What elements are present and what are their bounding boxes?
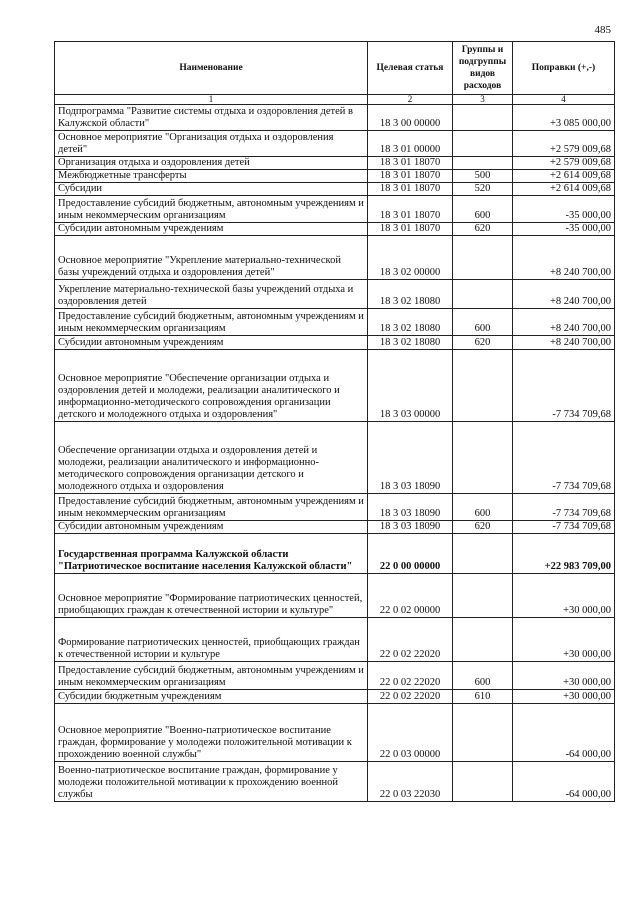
table-row: [55, 762, 615, 802]
row-expense-group: 600: [453, 309, 513, 336]
row-target-code: 22 0 02 00000: [368, 574, 453, 618]
row-amendment-amount: -64 000,00: [513, 704, 615, 762]
row-name: Военно-патриотическое воспитание граждан, формирование у молодежи положительной мотивации к прохождению военной службы: [55, 762, 368, 802]
row-amendment-amount: -7 734 709,68: [513, 350, 615, 422]
row-target-code: 18 3 01 00000: [368, 131, 453, 157]
header-expense-groups: Группы и подгруппы видов расходов: [453, 42, 513, 95]
row-target-code: 18 3 02 18080: [368, 309, 453, 336]
table-row: [55, 131, 615, 157]
row-name: Подпрограмма "Развитие системы отдыха и оздоровления детей в Калужской области": [55, 105, 368, 131]
row-expense-group: 620: [453, 521, 513, 534]
row-expense-group: 500: [453, 170, 513, 183]
column-index: 1: [55, 95, 368, 105]
row-target-code: 22 0 03 22030: [368, 762, 453, 802]
table-row: [55, 574, 615, 618]
row-name: Субсидии бюджетным учреждениям: [55, 690, 368, 704]
row-expense-group: 610: [453, 690, 513, 704]
row-name: Основное мероприятие "Организация отдыха и оздоровления детей": [55, 131, 368, 157]
budget-amendments-table: [54, 41, 615, 802]
row-amendment-amount: -35 000,00: [513, 223, 615, 236]
row-amendment-amount: +8 240 700,00: [513, 309, 615, 336]
row-target-code: 22 0 03 00000: [368, 704, 453, 762]
header-target-article: Целевая статья: [368, 42, 453, 95]
row-amendment-amount: +2 614 009,68: [513, 183, 615, 196]
row-expense-group: [453, 131, 513, 157]
row-target-code: 18 3 01 18070: [368, 183, 453, 196]
row-name: Государственная программа Калужской области "Патриотическое воспитание населения Калужской области": [55, 534, 368, 574]
row-expense-group: [453, 350, 513, 422]
row-target-code: 18 3 01 18070: [368, 223, 453, 236]
row-expense-group: [453, 422, 513, 494]
row-amendment-amount: +30 000,00: [513, 618, 615, 662]
column-index: 2: [368, 95, 453, 105]
row-expense-group: [453, 236, 513, 280]
row-name: Субсидии автономным учреждениям: [55, 223, 368, 236]
row-expense-group: [453, 157, 513, 170]
row-expense-group: [453, 105, 513, 131]
row-expense-group: [453, 762, 513, 802]
table-body: [55, 105, 615, 802]
column-index: 3: [453, 95, 513, 105]
row-amendment-amount: +22 983 709,00: [513, 534, 615, 574]
table-row: [55, 422, 615, 494]
row-expense-group: 620: [453, 336, 513, 350]
row-amendment-amount: +8 240 700,00: [513, 236, 615, 280]
row-expense-group: [453, 280, 513, 309]
row-amendment-amount: -7 734 709,68: [513, 422, 615, 494]
header-name: Наименование: [55, 42, 368, 95]
row-name: Субсидии автономным учреждениям: [55, 336, 368, 350]
table-row: [55, 183, 615, 196]
row-expense-group: 600: [453, 494, 513, 521]
table-row: [55, 662, 615, 690]
row-amendment-amount: -7 734 709,68: [513, 521, 615, 534]
row-expense-group: [453, 574, 513, 618]
table-row: [55, 309, 615, 336]
row-amendment-amount: +3 085 000,00: [513, 105, 615, 131]
table-row: [55, 521, 615, 534]
column-index-row: [55, 95, 615, 105]
row-name: Предоставление субсидий бюджетным, автономным учреждениям и иным некоммерческим организациям: [55, 196, 368, 223]
table-row: [55, 196, 615, 223]
table-row: [55, 236, 615, 280]
row-expense-group: 600: [453, 196, 513, 223]
row-amendment-amount: +30 000,00: [513, 662, 615, 690]
table-row: [55, 223, 615, 236]
row-amendment-amount: +2 579 009,68: [513, 157, 615, 170]
row-name: Укрепление материально-технической базы учреждений отдыха и оздоровления детей: [55, 280, 368, 309]
row-target-code: 22 0 02 22020: [368, 618, 453, 662]
row-amendment-amount: -64 000,00: [513, 762, 615, 802]
row-amendment-amount: +30 000,00: [513, 574, 615, 618]
row-amendment-amount: -35 000,00: [513, 196, 615, 223]
row-target-code: 18 3 01 18070: [368, 157, 453, 170]
row-target-code: 18 3 03 18090: [368, 521, 453, 534]
row-target-code: 18 3 03 00000: [368, 350, 453, 422]
row-name: Субсидии: [55, 183, 368, 196]
table-row: [55, 534, 615, 574]
row-expense-group: [453, 618, 513, 662]
table-row: [55, 157, 615, 170]
column-index: 4: [513, 95, 615, 105]
row-name: Предоставление субсидий бюджетным, автономным учреждениям и иным некоммерческим организациям: [55, 662, 368, 690]
row-name: Основное мероприятие "Укрепление материально-технической базы учреждений отдыха и оздоровления детей": [55, 236, 368, 280]
row-amendment-amount: +2 579 009,68: [513, 131, 615, 157]
row-name: Основное мероприятие "Формирование патриотических ценностей, приобщающих граждан к отечественной истории и культуре": [55, 574, 368, 618]
row-amendment-amount: +8 240 700,00: [513, 280, 615, 309]
row-target-code: 18 3 03 18090: [368, 422, 453, 494]
row-amendment-amount: +30 000,00: [513, 690, 615, 704]
header-row: [55, 42, 615, 95]
table-row: [55, 336, 615, 350]
table-row: [55, 690, 615, 704]
row-name: Субсидии автономным учреждениям: [55, 521, 368, 534]
row-target-code: 18 3 01 18070: [368, 170, 453, 183]
row-target-code: 18 3 00 00000: [368, 105, 453, 131]
row-name: Организация отдыха и оздоровления детей: [55, 157, 368, 170]
row-target-code: 18 3 02 18080: [368, 336, 453, 350]
row-target-code: 22 0 00 00000: [368, 534, 453, 574]
table-row: [55, 105, 615, 131]
row-expense-group: 520: [453, 183, 513, 196]
row-target-code: 18 3 02 18080: [368, 280, 453, 309]
row-name: Межбюджетные трансферты: [55, 170, 368, 183]
row-name: Основное мероприятие "Обеспечение организации отдыха и оздоровления детей и молодежи, реализации аналитического и информационно-методического сопровождения организации детского и молодежного отдыха и оздоровления": [55, 350, 368, 422]
row-expense-group: [453, 534, 513, 574]
row-name: Предоставление субсидий бюджетным, автономным учреждениям и иным некоммерческим организациям: [55, 494, 368, 521]
table-row: [55, 170, 615, 183]
row-target-code: 18 3 03 18090: [368, 494, 453, 521]
row-target-code: 18 3 02 00000: [368, 236, 453, 280]
row-target-code: 18 3 01 18070: [368, 196, 453, 223]
table-row: [55, 704, 615, 762]
header-amendments: Поправки (+,-): [513, 42, 615, 95]
row-target-code: 22 0 02 22020: [368, 690, 453, 704]
row-expense-group: 600: [453, 662, 513, 690]
table-row: [55, 494, 615, 521]
row-expense-group: [453, 704, 513, 762]
row-name: Основное мероприятие "Военно-патриотическое воспитание граждан, формирование у молодежи положительной мотивации к прохождению военной службы": [55, 704, 368, 762]
row-name: Формирование патриотических ценностей, приобщающих граждан к отечественной истории и культуре: [55, 618, 368, 662]
row-name: Обеспечение организации отдыха и оздоровления детей и молодежи, реализации аналитического и информационно-методического сопровождения организации детского и молодежного отдыха и оздоровления: [55, 422, 368, 494]
row-name: Предоставление субсидий бюджетным, автономным учреждениям и иным некоммерческим организациям: [55, 309, 368, 336]
table-row: [55, 280, 615, 309]
table-row: [55, 618, 615, 662]
page-number: 485: [594, 24, 611, 36]
row-amendment-amount: +2 614 009,68: [513, 170, 615, 183]
row-amendment-amount: -7 734 709,68: [513, 494, 615, 521]
table-row: [55, 350, 615, 422]
row-target-code: 22 0 02 22020: [368, 662, 453, 690]
row-amendment-amount: +8 240 700,00: [513, 336, 615, 350]
row-expense-group: 620: [453, 223, 513, 236]
